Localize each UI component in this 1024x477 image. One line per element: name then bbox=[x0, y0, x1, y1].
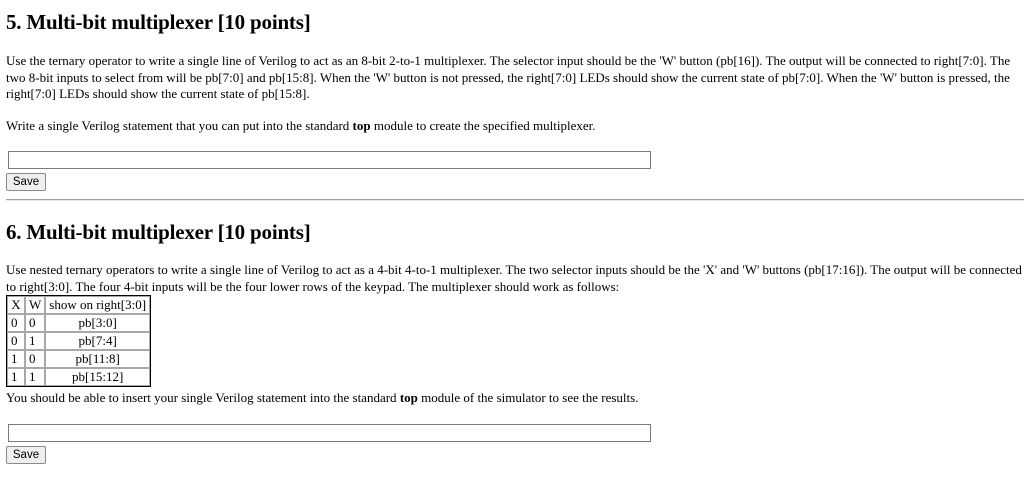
q5-prompt-keyword: top bbox=[352, 118, 371, 133]
q5-description: Use the ternary operator to write a single line of Verilog to act as an 8-bit 2-to-1 multiplexer. The selector input should be the 'W' button (pb[16]). The output will be connected to right[7:0]. The two 8-bit inputs to select from will be pb[7:0] and pb[15:8]. When the 'W' button is not pressed, the right[7:0] LEDs should show the current state of pb[7:0]. When the 'W' button is pressed, the right[7:0] LEDs should show the current state of pb[15:8]. bbox=[6, 53, 1011, 101]
table-row bbox=[7, 350, 150, 368]
q6-title: 6. Multi-bit multiplexer [10 points] bbox=[6, 220, 311, 244]
q5-prompt-text-after: module to create the specified multiplexer. bbox=[370, 118, 596, 133]
q6-description: Use nested ternary operators to write a single line of Verilog to act as a 4-bit 4-to-1 multiplexer. The two selector inputs should be the 'X' and 'W' buttons (pb[17:16]). The output will be connected to right[3:0]. The four 4-bit inputs will be the four lower rows of the keypad. The multiplexer should work as follows: bbox=[6, 262, 1022, 294]
q6-note-keyword: top bbox=[399, 390, 418, 405]
table-cell-w: 0 bbox=[25, 350, 45, 368]
q5-answer-input[interactable] bbox=[8, 151, 651, 169]
table-cell-output: pb[3:0] bbox=[45, 314, 150, 332]
table-cell-x: 1 bbox=[7, 368, 25, 386]
selector-truth-table bbox=[6, 295, 151, 387]
table-row bbox=[7, 314, 150, 332]
table-cell-x: 1 bbox=[7, 350, 25, 368]
table-cell-x: 0 bbox=[7, 332, 25, 350]
q6-note-text-after: module of the simulator to see the results. bbox=[417, 390, 639, 405]
q6-save-button[interactable]: Save bbox=[6, 446, 46, 464]
table-header-output: show on right[3:0] bbox=[45, 296, 150, 314]
q6-answer-input[interactable] bbox=[8, 424, 651, 442]
table-row bbox=[7, 368, 150, 386]
table-cell-output: pb[11:8] bbox=[45, 350, 150, 368]
q5-prompt-text-before: Write a single Verilog statement that you can put into the standard bbox=[6, 118, 353, 133]
table-row bbox=[7, 332, 150, 350]
table-cell-x: 0 bbox=[7, 314, 25, 332]
table-header-row bbox=[7, 296, 150, 314]
table-header-x: X bbox=[7, 296, 25, 314]
q6-note bbox=[6, 390, 1022, 407]
table-header-w: W bbox=[25, 296, 45, 314]
q5-prompt bbox=[6, 118, 1022, 135]
q6-note-text-before: You should be able to insert your single Verilog statement into the standard bbox=[6, 390, 400, 405]
table-cell-output: pb[7:4] bbox=[45, 332, 150, 350]
table-cell-output: pb[15:12] bbox=[45, 368, 150, 386]
table-cell-w: 1 bbox=[25, 332, 45, 350]
table-cell-w: 1 bbox=[25, 368, 45, 386]
q5-save-button[interactable]: Save bbox=[6, 173, 46, 191]
table-cell-w: 0 bbox=[25, 314, 45, 332]
section-divider bbox=[6, 199, 1024, 201]
q5-title: 5. Multi-bit multiplexer [10 points] bbox=[6, 10, 311, 34]
